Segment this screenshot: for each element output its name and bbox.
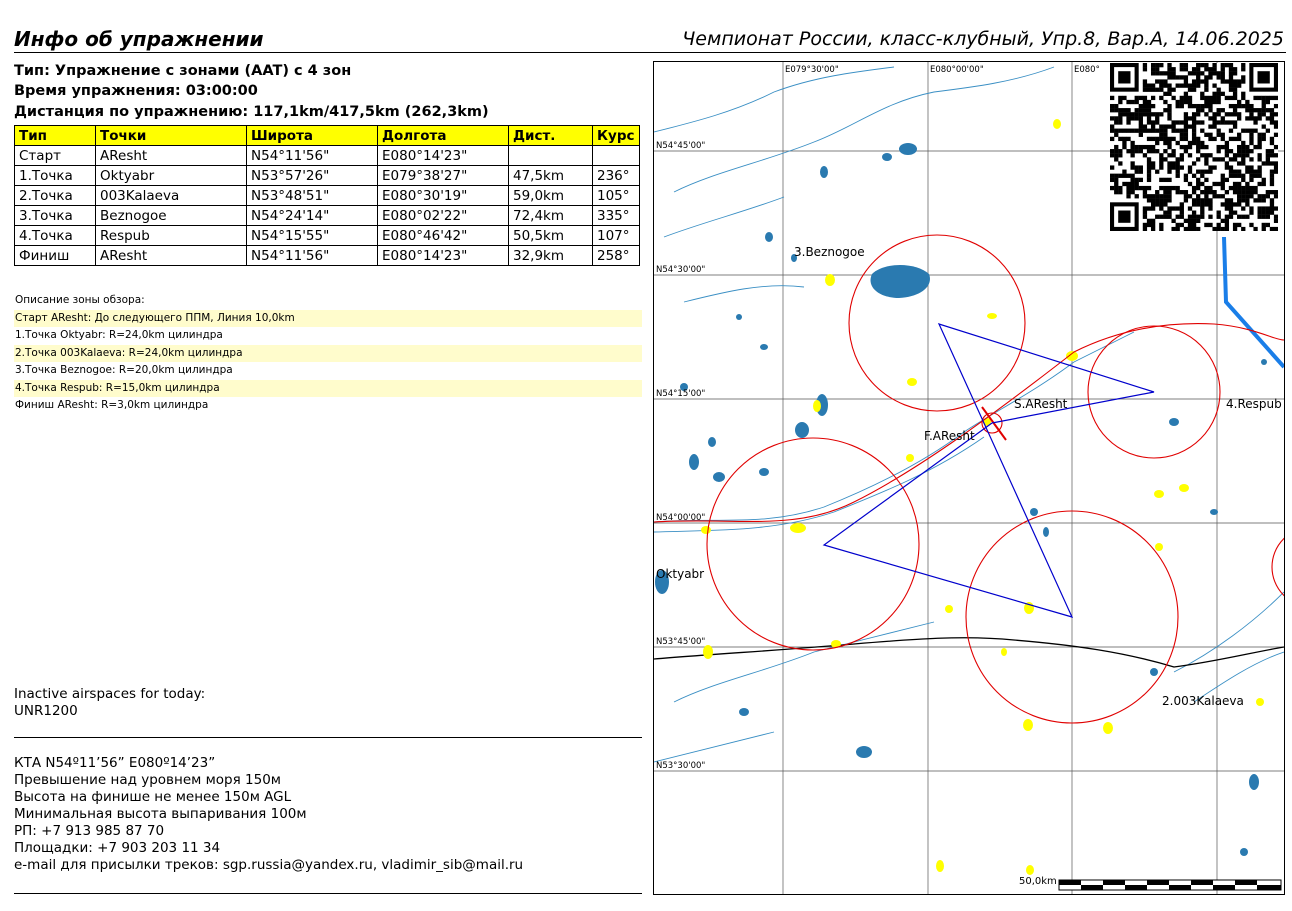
observation-zones: [654, 235, 1284, 723]
landing-fields: [701, 119, 1264, 875]
lat-label: N54°30'00": [656, 265, 706, 275]
col-lon-header: Долгота: [378, 126, 509, 146]
cell-lat: N54°15'55": [247, 226, 378, 246]
task-type: Тип: Упражнение с зонами (AAT) с 4 зон: [14, 63, 352, 79]
col-course-header: Курс: [593, 126, 640, 146]
col-dist-header: Дист.: [509, 126, 593, 146]
cell-course: 105°: [593, 186, 640, 206]
zone-line: Финиш AResht: R=3,0km цилиндра: [15, 399, 209, 411]
lat-label: N54°15'00": [656, 389, 706, 399]
cell-type: Старт: [15, 146, 96, 166]
cell-lon: E080°14'23": [378, 146, 509, 166]
scale-label: 50,0km: [1019, 876, 1057, 887]
cell-point: 003Kalaeva: [96, 186, 247, 206]
cell-course: 107°: [593, 226, 640, 246]
point-label: 2.003Kalaeva: [1162, 694, 1244, 708]
cell-lon: E080°02'22": [378, 206, 509, 226]
cell-point: Respub: [96, 226, 247, 246]
cell-dist: 32,9km: [509, 246, 593, 266]
cell-lon: E080°30'19": [378, 186, 509, 206]
table-header-row: [15, 126, 640, 146]
footer-line: Превышение над уровнем моря 150м: [14, 772, 281, 788]
footer-line: Минимальная высота выпаривания 100м: [14, 806, 307, 822]
task-distance: Дистанция по упражнению: 117,1km/417,5km (262,3km): [14, 104, 489, 120]
cell-course: 258°: [593, 246, 640, 266]
point-label: 3.Beznogoe: [794, 245, 865, 259]
footer-line: КТА N54º11’56” E080º14’23”: [14, 755, 216, 771]
cell-lon: E080°14'23": [378, 246, 509, 266]
cell-dist: [509, 146, 593, 166]
scale-bar: [1059, 880, 1281, 890]
lat-label: N53°30'00": [656, 761, 706, 771]
footer-line: Высота на финише не менее 150м AGL: [14, 789, 292, 805]
lat-label: N54°00'00": [656, 513, 706, 523]
cell-point: Oktyabr: [96, 166, 247, 186]
lat-label: N53°45'00": [656, 637, 706, 647]
header-divider: [14, 52, 1286, 53]
inactive-airspaces: [14, 686, 205, 720]
cell-dist: 50,5km: [509, 226, 593, 246]
airspace-heading: Inactive airspaces for today:: [14, 686, 206, 702]
cell-course: 335°: [593, 206, 640, 226]
lon-label: E080°: [1074, 65, 1100, 75]
cell-point: AResht: [96, 246, 247, 266]
lon-label: E080°00'00": [930, 65, 984, 75]
task-course: [824, 324, 1154, 617]
cell-type: 2.Точка: [15, 186, 96, 206]
page-title: Инфо об упражнении: [14, 27, 264, 51]
cell-lat: N53°57'26": [247, 166, 378, 186]
airway-line: [1224, 237, 1284, 367]
cell-lat: N54°11'56": [247, 246, 378, 266]
footer-line: РП: +7 913 985 87 70: [14, 823, 165, 839]
col-type-header: Тип: [15, 126, 96, 146]
point-label: F.AResht: [924, 429, 975, 443]
cell-course: [593, 146, 640, 166]
grid-labels: [656, 65, 1100, 771]
cell-type: 4.Точка: [15, 226, 96, 246]
cell-lat: N53°48'51": [247, 186, 378, 206]
table-row: [15, 186, 640, 206]
zone-line: 1.Точка Oktyabr: R=24,0km цилиндра: [15, 329, 223, 341]
zone-line: Старт AResht: До следующего ППМ, Линия 10,0km: [14, 310, 642, 328]
table-row: [15, 246, 640, 266]
zone-heading: Описание зоны обзора:: [15, 294, 145, 306]
cell-dist: 72,4km: [509, 206, 593, 226]
zone-line: 4.Точка Respub: R=15,0km цилиндра: [14, 380, 642, 398]
airspace-item: UNR1200: [14, 703, 78, 719]
qr-code: [1110, 63, 1278, 231]
zone-description: [14, 292, 642, 415]
point-labels: [656, 245, 1282, 708]
cell-type: 1.Точка: [15, 166, 96, 186]
cell-type: Финиш: [15, 246, 96, 266]
turnpoint-table: [14, 125, 640, 266]
page-subtitle: Чемпионат России, класс-клубный, Упр.8, Вар.А, 14.06.2025: [682, 28, 1284, 50]
cell-lat: N54°11'56": [247, 146, 378, 166]
lat-label: N54°45'00": [656, 141, 706, 151]
zone-line: 2.Точка 003Kalaeva: R=24,0km цилиндра: [14, 345, 642, 363]
lon-label: E079°30'00": [785, 65, 839, 75]
cell-lon: E080°46'42": [378, 226, 509, 246]
footer-line: e-mail для присылки треков: sgp.russia@yandex.ru, vladimir_sib@mail.ru: [14, 857, 524, 873]
footer-line: Площадки: +7 903 203 11 34: [14, 840, 221, 856]
table-row: [15, 206, 640, 226]
cell-type: 3.Точка: [15, 206, 96, 226]
cell-dist: 59,0km: [509, 186, 593, 206]
cell-lat: N54°24'14": [247, 206, 378, 226]
col-point-header: Точки: [96, 126, 247, 146]
lakes: [655, 143, 1267, 856]
divider: [14, 893, 642, 894]
task-time: Время упражнения: 03:00:00: [14, 83, 258, 99]
table-row: [15, 146, 640, 166]
zone-line: 3.Точка Beznogoe: R=20,0km цилиндра: [15, 364, 233, 376]
table-row: [15, 226, 640, 246]
divider: [14, 737, 642, 738]
cell-point: Beznogoe: [96, 206, 247, 226]
table-row: [15, 166, 640, 186]
cell-course: 236°: [593, 166, 640, 186]
contact-info: [14, 755, 523, 874]
cell-point: AResht: [96, 146, 247, 166]
cell-lon: E079°38'27": [378, 166, 509, 186]
point-label: 4.Respub: [1226, 397, 1282, 411]
point-label: S.AResht: [1014, 397, 1068, 411]
cell-dist: 47,5km: [509, 166, 593, 186]
point-label: Oktyabr: [656, 567, 705, 581]
col-lat-header: Широта: [247, 126, 378, 146]
